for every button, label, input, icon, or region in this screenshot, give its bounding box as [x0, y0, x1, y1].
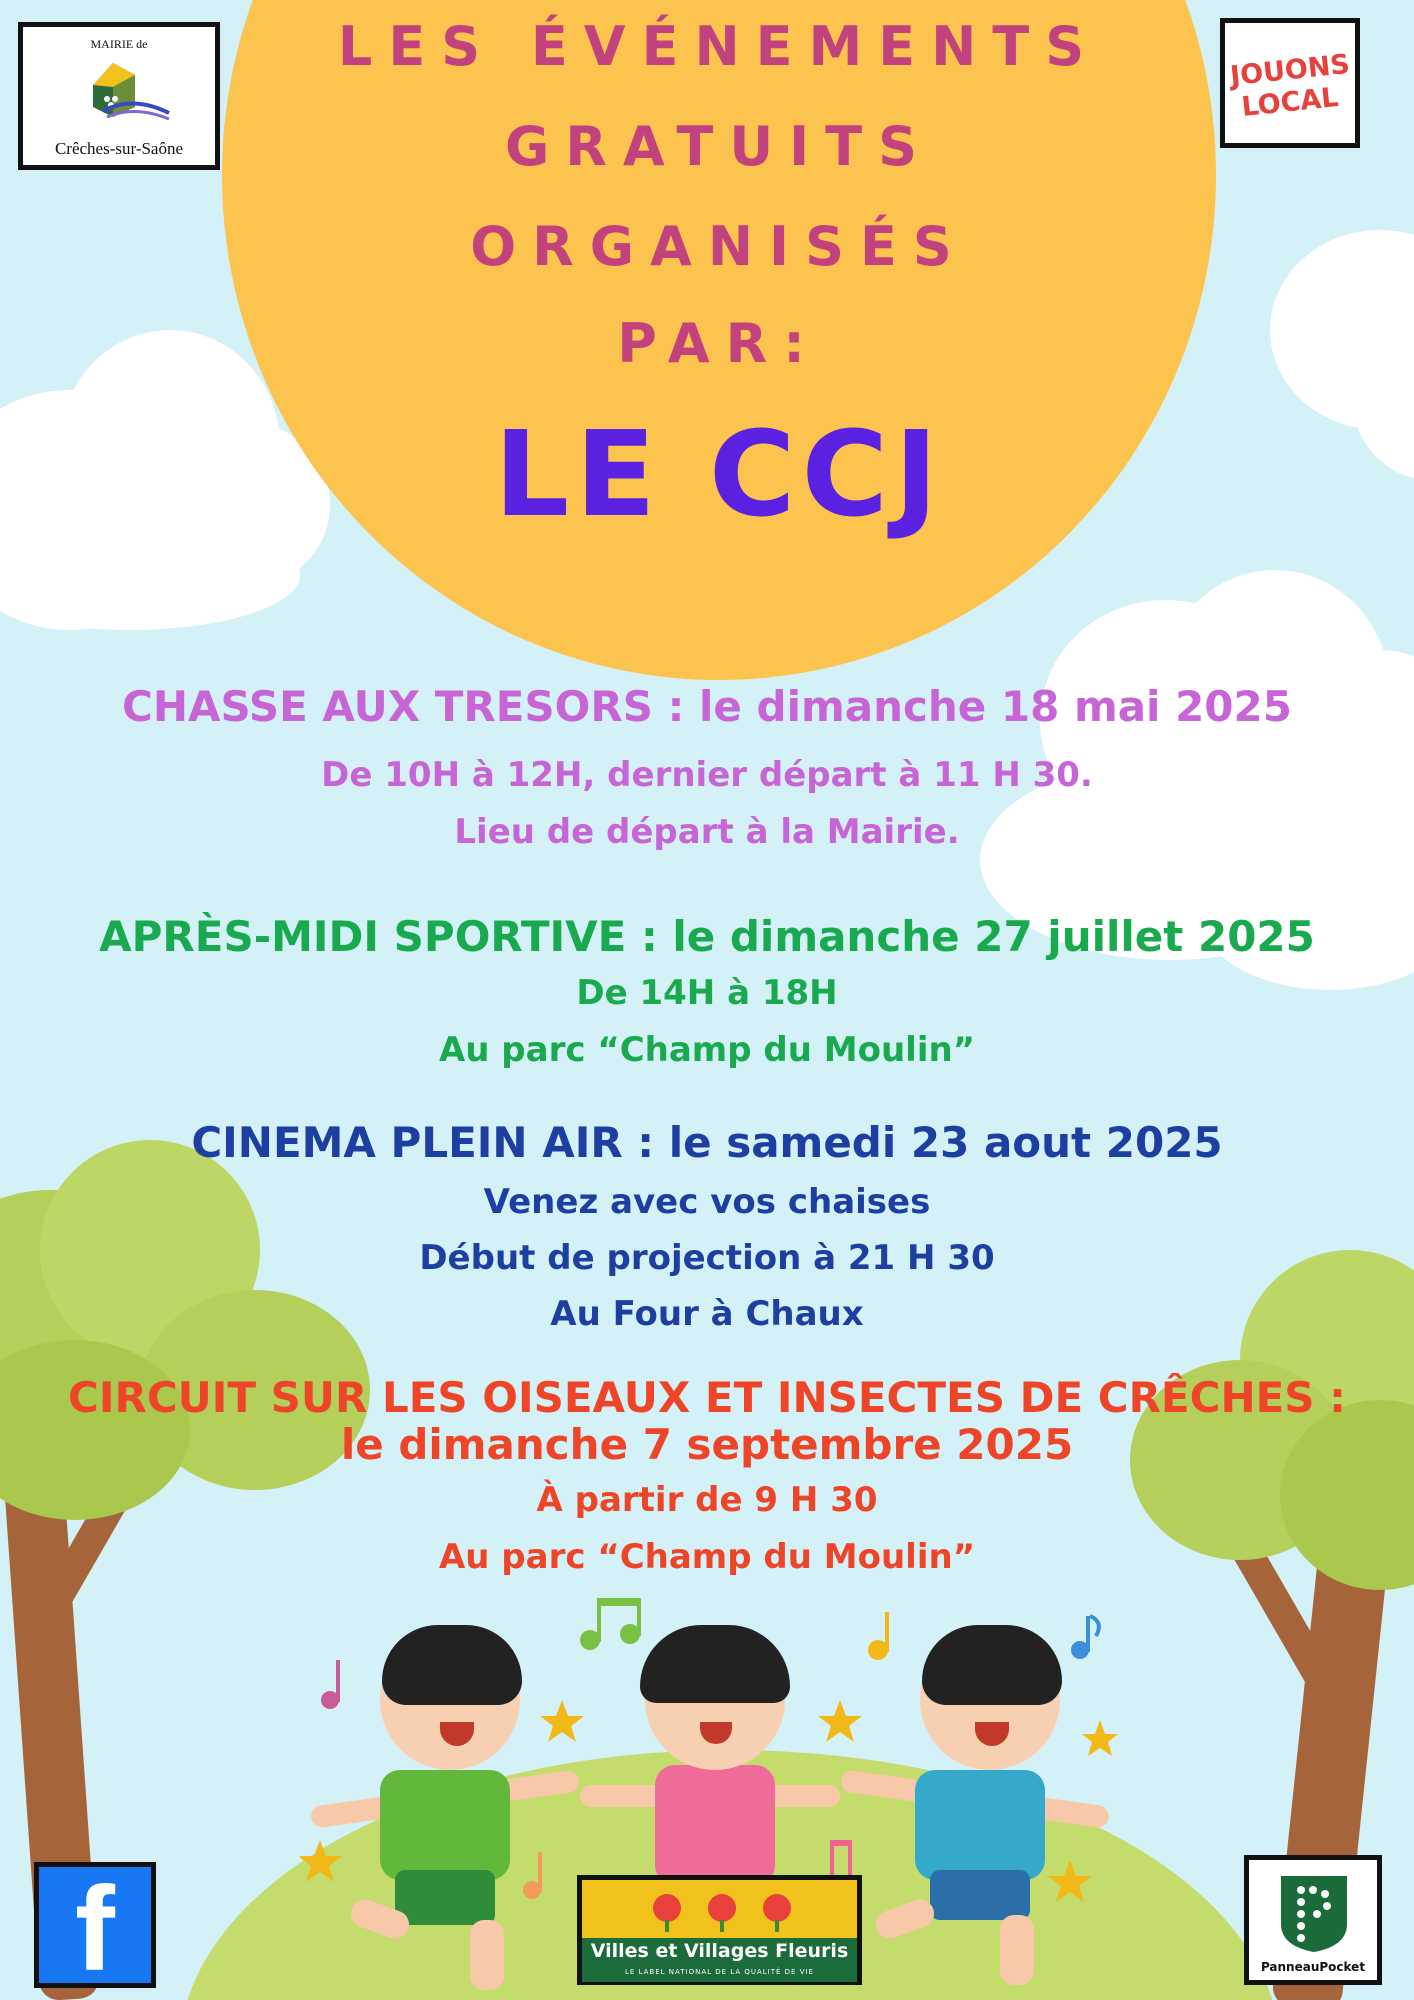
mairie-logo-name: Crêches-sur-Saône	[54, 139, 184, 158]
event-cinema-title: CINEMA PLEIN AIR : le samedi 23 aout 2025	[191, 1118, 1223, 1167]
event-chasse-time: De 10H à 12H, dernier départ à 11 H 30.	[321, 755, 1093, 795]
jouons-local-logo	[1220, 18, 1360, 148]
villes-fleuris-label: Villes et Villages Fleuris	[590, 1940, 849, 1962]
event-chasse-title: CHASSE AUX TRESORS : le dimanche 18 mai 2025	[122, 682, 1292, 731]
event-cinema-time: Début de projection à 21 H 30	[419, 1238, 995, 1278]
event-sport-place: Au parc “Champ du Moulin”	[438, 1030, 976, 1070]
event-circuit-time: À partir de 9 H 30	[536, 1480, 878, 1520]
flowers-icon	[642, 1888, 802, 1933]
facebook-logo[interactable]	[34, 1862, 156, 1996]
villes-fleuris-subtitle: LE LABEL NATIONAL DE LA QUALITÉ DE VIE	[625, 1968, 814, 1976]
organizer-title: LE CCJ	[494, 405, 944, 543]
facebook-icon: f	[75, 1862, 115, 1996]
event-circuit-place: Au parc “Champ du Moulin”	[438, 1537, 976, 1577]
event-sport-title: APRÈS-MIDI SPORTIVE : le dimanche 27 juillet 2025	[99, 912, 1315, 961]
header-line-3: ORGANISÉS	[470, 215, 968, 278]
jouons-local-line-1: JOUONS	[1228, 48, 1352, 93]
event-circuit-title: CIRCUIT SUR LES OISEAUX ET INSECTES DE CRÊCHES :	[68, 1373, 1346, 1422]
panneau-pocket-logo[interactable]	[1244, 1855, 1382, 1985]
event-sport-time: De 14H à 18H	[576, 973, 838, 1013]
jouons-local-line-2: LOCAL	[1240, 82, 1340, 123]
header-line-2: GRATUITS	[504, 115, 933, 178]
header-line-1: LES ÉVÉNEMENTS	[337, 15, 1101, 78]
mairie-logo	[18, 22, 220, 170]
mairie-crest-icon	[73, 55, 173, 135]
mairie-logo-caption: MAIRIE de	[90, 37, 148, 51]
panneau-pocket-icon	[1277, 1872, 1351, 1954]
event-circuit-date: le dimanche 7 septembre 2025	[340, 1420, 1074, 1469]
header-line-4: PAR:	[617, 312, 821, 375]
villes-fleuris-logo	[577, 1875, 862, 1985]
event-cinema-info: Venez avec vos chaises	[483, 1182, 931, 1222]
event-cinema-place: Au Four à Chaux	[550, 1294, 864, 1334]
event-chasse-place: Lieu de départ à la Mairie.	[454, 812, 960, 852]
panneau-pocket-label: PanneauPocket	[1260, 1960, 1366, 1974]
